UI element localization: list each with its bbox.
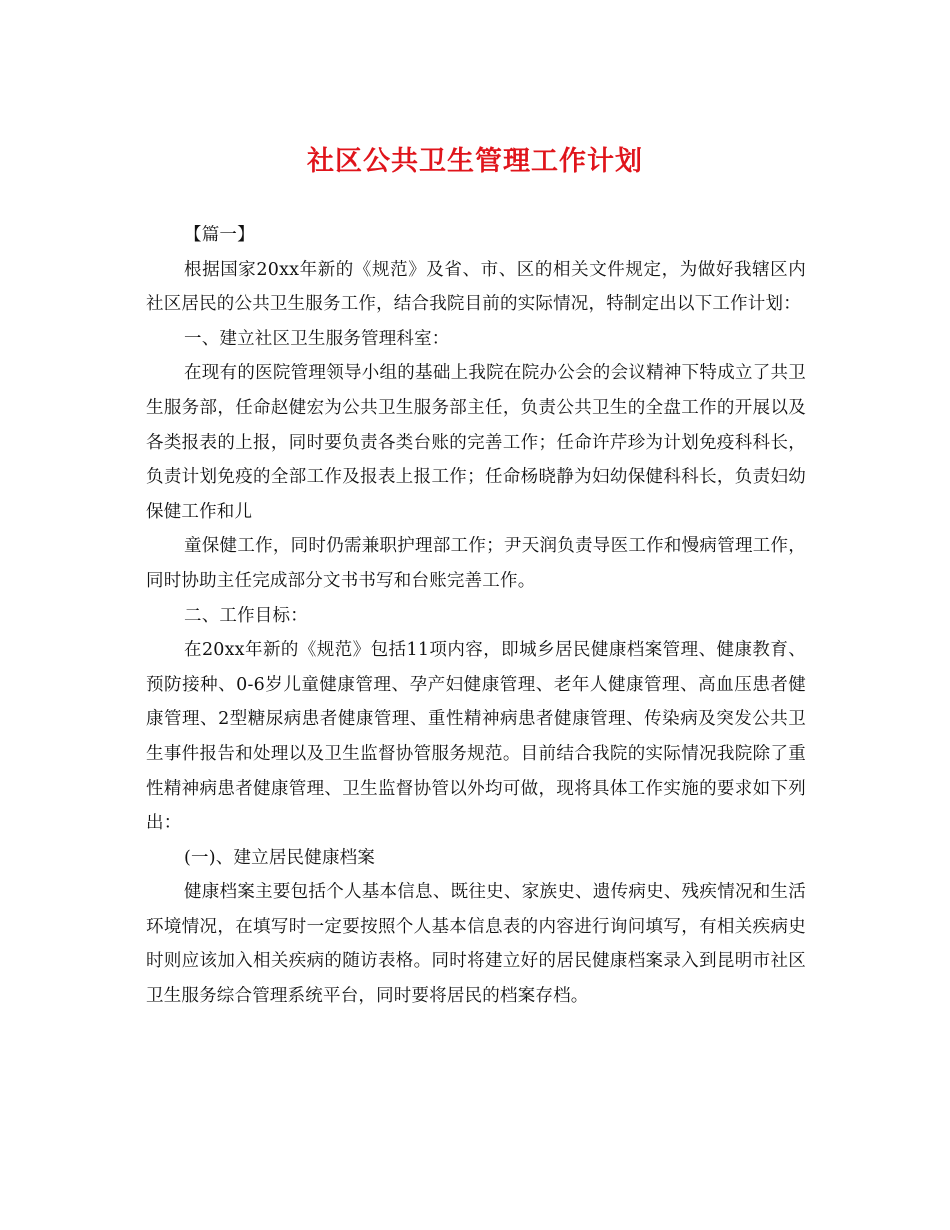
body-paragraph: 在现有的医院管理领导小组的基础上我院在院办公会的会议精神下特成立了共卫生服务部，任命赵健宏为公共卫生服务部主任，负责公共卫生的全盘工作的开展以及各类报表的上报，同时要负责各类台账的完善工作；任命许芹珍为计划免疫科科长，负责计划免疫的全部工作及报表上报工作；任命杨晓静为妇幼保健科科长，负责妇幼保健工作和儿 [146,363,806,522]
section-heading-1: 一、建立社区卫生服务管理科室： [184,328,450,349]
body-paragraph: 在20xx年新的《规范》包括11项内容，即城乡居民健康档案管理、健康教育、预防接种、0-6岁儿童健康管理、孕产妇健康管理、老年人健康管理、高血压患者健康管理、2型糖尿病患者健康管理、重性精神病患者健康管理、传染病及突发公共卫生事件报告和处理以及卫生监督协管服务规范。目前结合我院的实际情况我院除了重性精神病患者健康管理、卫生监督协管以外均可做，现将具体工作实施的要求如下列出： [146,640,806,834]
section-heading-pian-yi: 【篇一】 [184,225,255,245]
document-body [146,218,806,1014]
subsection-heading-1: (一)、建立居民健康档案 [184,847,376,868]
section-heading-2: 二、工作目标： [184,605,308,626]
body-paragraph: 健康档案主要包括个人基本信息、既往史、家族史、遗传病史、残疾情况和生活环境情况，在填写时一定要按照个人基本信息表的内容进行询问填写，有相关疾病史时则应该加入相关疾病的随访表格。同时将建立好的居民健康档案录入到昆明市社区卫生服务综合管理系统平台，同时要将居民的档案存档。 [146,882,806,1007]
document-title: 社区公共卫生管理工作计划 [307,146,643,177]
body-paragraph: 童保健工作，同时仍需兼职护理部工作；尹天润负责导医工作和慢病管理工作，同时协助主任完成部分文书书写和台账完善工作。 [146,536,806,591]
intro-paragraph: 根据国家20xx年新的《规范》及省、市、区的相关文件规定，为做好我辖区内社区居民的公共卫生服务工作，结合我院目前的实际情况，特制定出以下工作计划： [146,259,806,315]
